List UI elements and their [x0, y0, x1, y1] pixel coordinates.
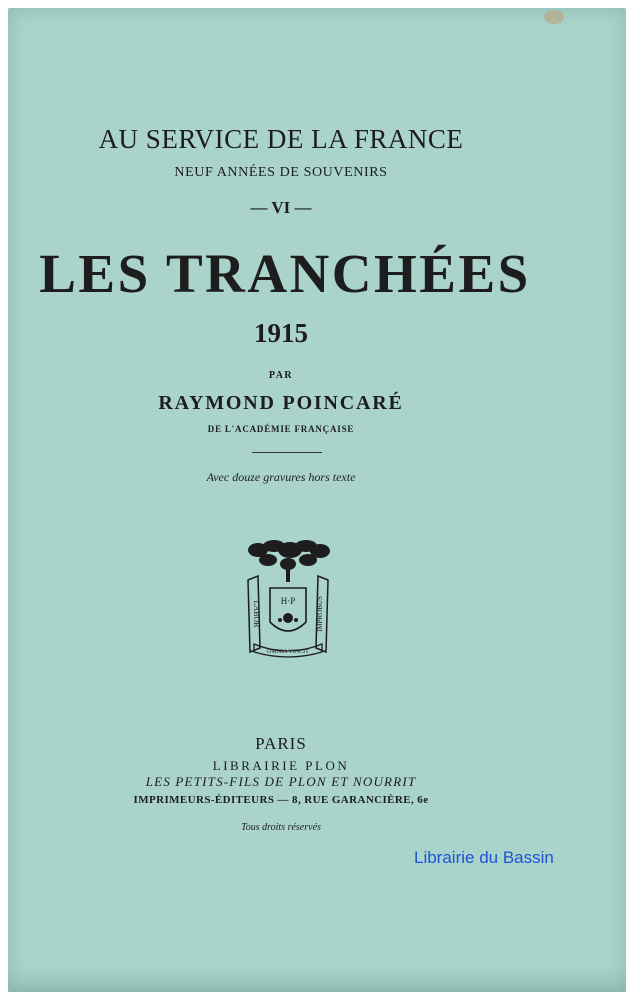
- by-label: PAR: [268, 370, 294, 381]
- rights-notice: Tous droits réservés: [241, 822, 321, 833]
- bookseller-watermark: Librairie du Bassin: [414, 848, 554, 867]
- publisher-name: LIBRAIRIE PLON: [212, 758, 350, 773]
- publisher-address: IMPRIMEURS-ÉDITEURS — 8, RUE GARANCIÈRE, 6e: [133, 794, 429, 806]
- cover-worn-edge: [8, 966, 626, 992]
- emblem-motto-bottom: OMNIA VINCIT: [267, 649, 309, 655]
- main-title: LES TRANCHÉES: [39, 243, 531, 304]
- imprint-city: PARIS: [255, 734, 307, 753]
- divider-rule: [252, 452, 322, 453]
- series-subtitle: NEUF ANNÉES DE SOUVENIRS: [174, 165, 388, 180]
- illustrations-note: Avec douze gravures hors texte: [206, 470, 356, 484]
- emblem-motto-left: LABOR: [252, 600, 261, 628]
- year: 1915: [254, 318, 308, 348]
- paper-stain: [544, 10, 564, 24]
- series-title: AU SERVICE DE LA FRANCE: [98, 124, 464, 154]
- volume-number: — VI —: [250, 198, 312, 217]
- emblem-monogram: H·P: [280, 596, 296, 606]
- author-name: RAYMOND POINCARÉ: [158, 392, 404, 414]
- book-cover: [8, 8, 626, 992]
- publisher-successors: LES PETITS-FILS DE PLON ET NOURRIT: [145, 774, 417, 789]
- emblem-motto-right: IMPROBUS: [316, 596, 324, 632]
- author-affiliation: DE L'ACADÉMIE FRANÇAISE: [207, 424, 355, 434]
- printer-mark-emblem-icon: [244, 540, 332, 660]
